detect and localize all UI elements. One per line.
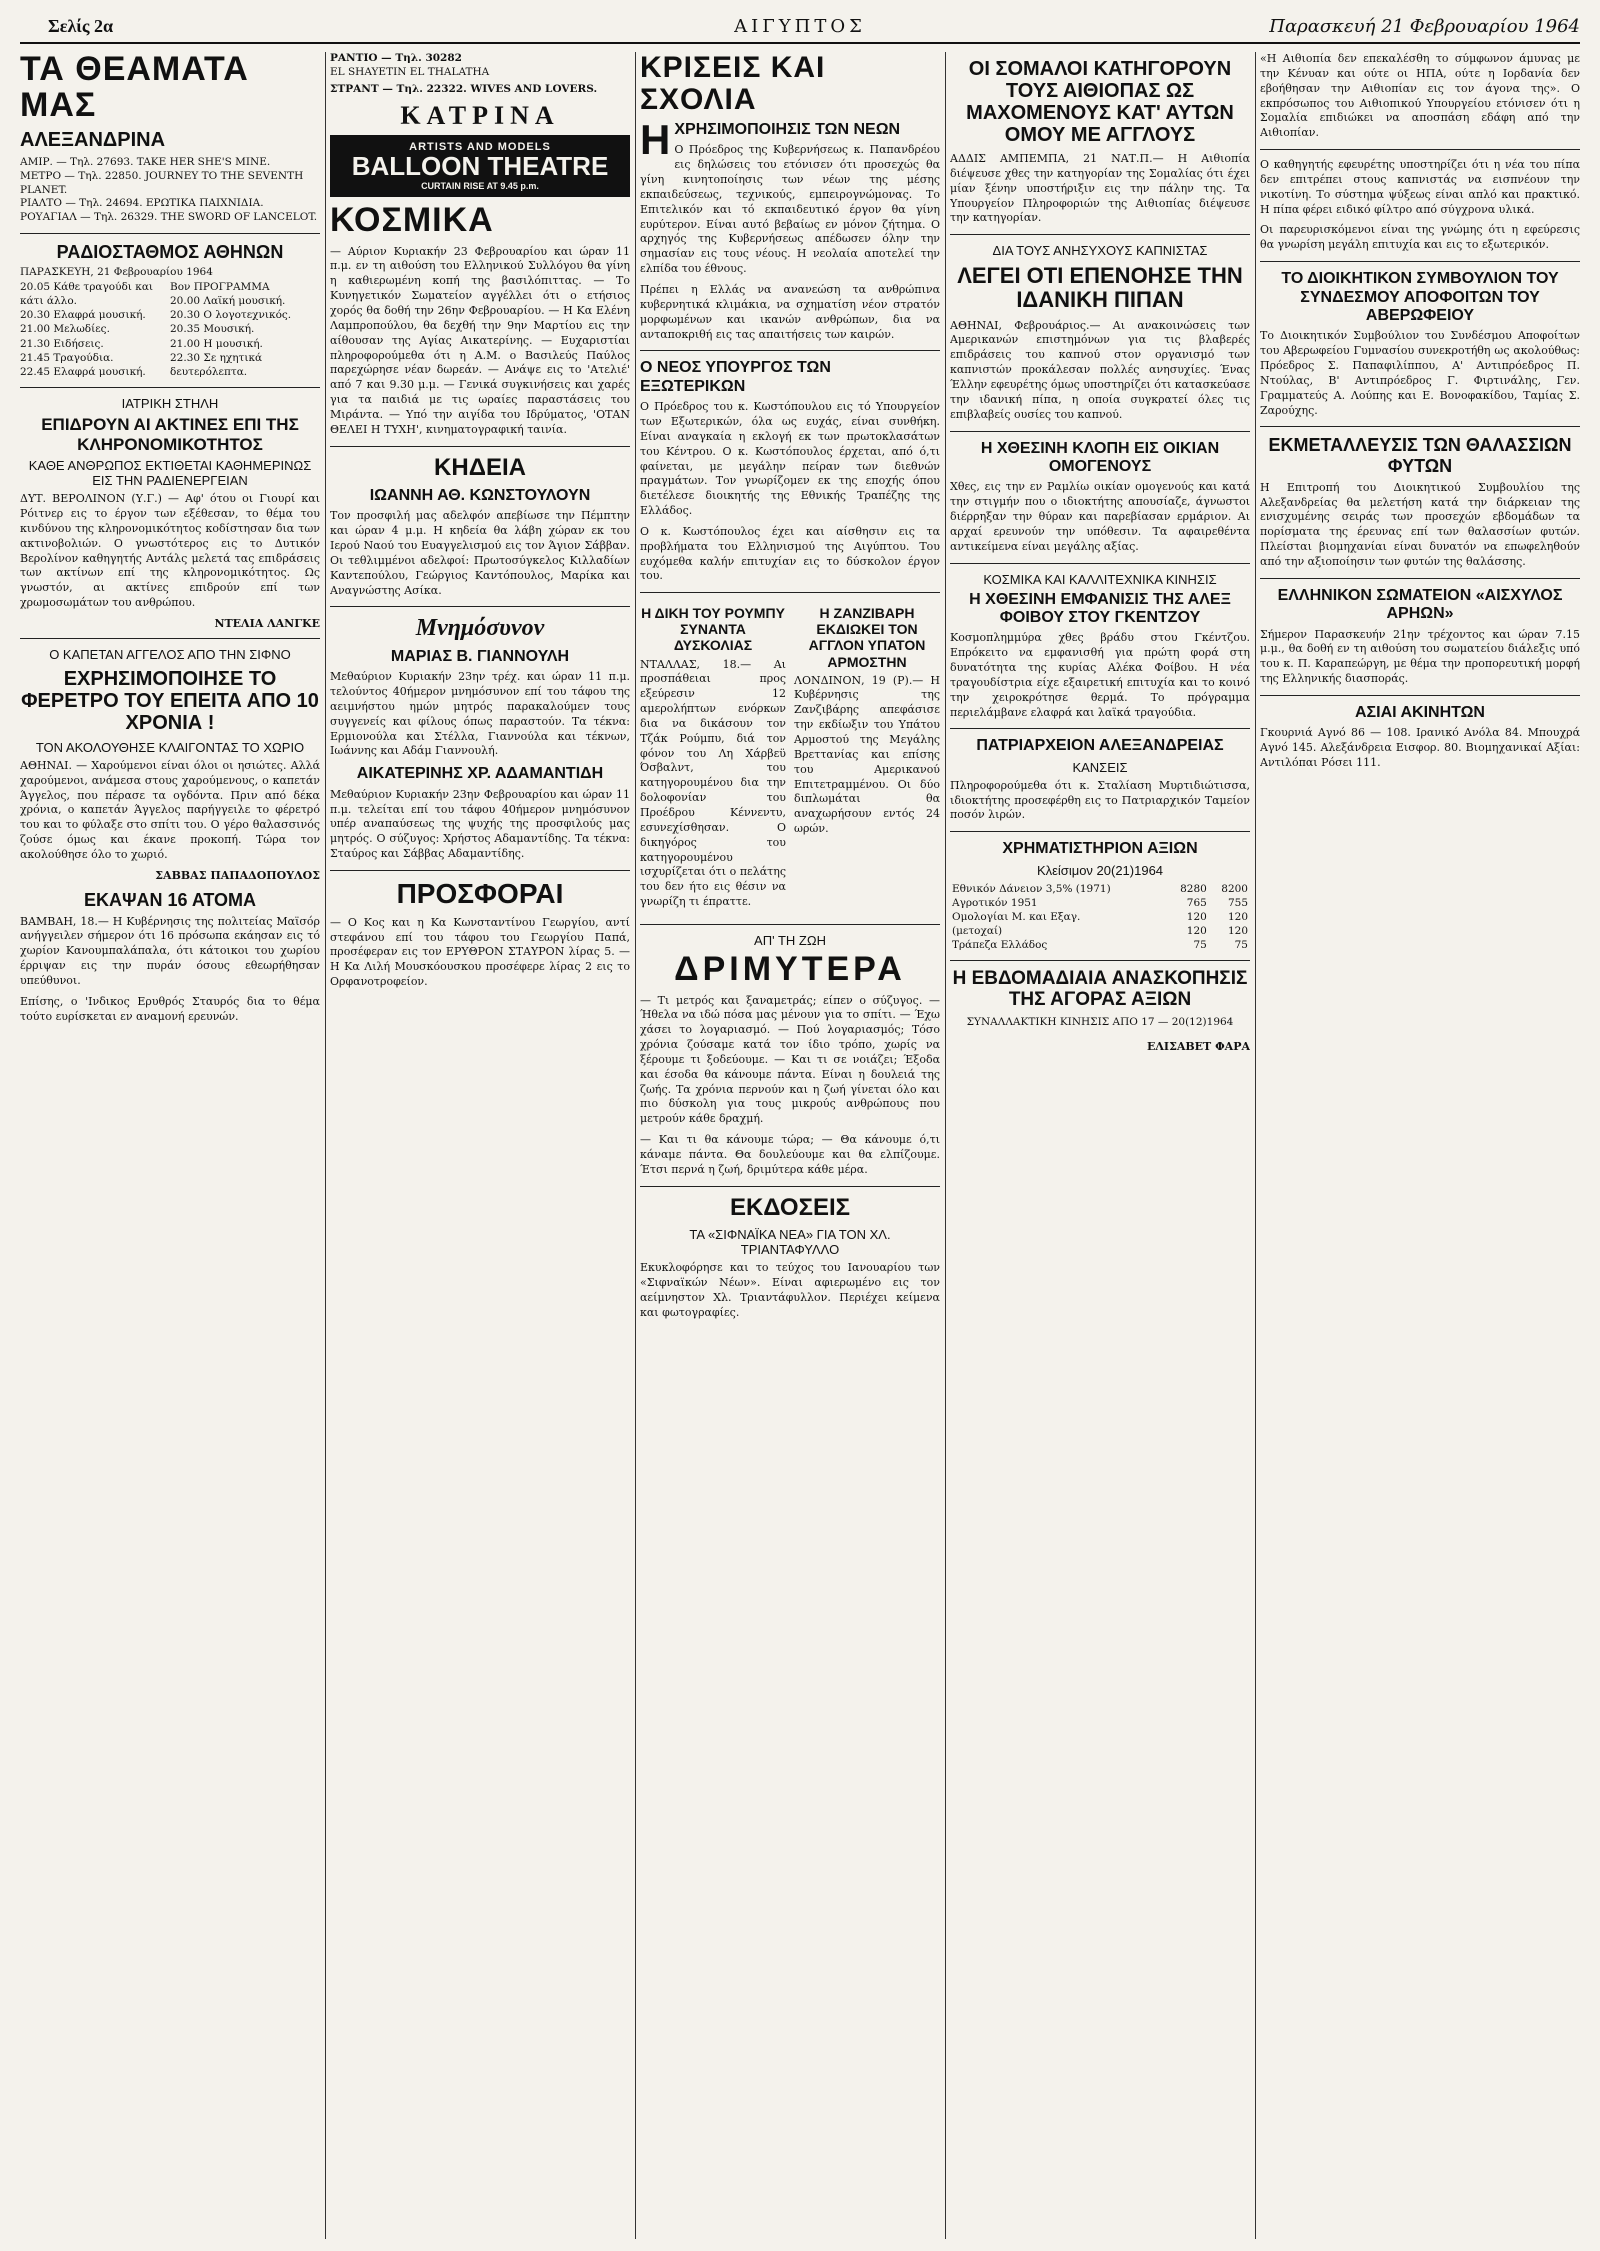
radio-item: 22.45 Ελαφρά μουσική. <box>20 365 146 378</box>
theft-article: Χθες, εις την εν Ραμλίω οικίαν ομογενούς και κατά την στιγμήν που ο ιδιοκτήτης απουσίαζε, άγνωστοι διέρρηξαν την θύραν και παρεβίασαν ερμάριον. Αι αρχαί ερευνούν την υπόθεσιν. Τα αφαιρεθέντα αντικείμενα είναι μεγάλης αξίας. <box>950 480 1250 553</box>
smokers-headline: ΛΕΓΕΙ ΟΤΙ ΕΠΕΝΟΗΣΕ ΤΗΝ ΙΔΑΝΙΚΗ ΠΙΠΑΝ <box>957 263 1243 313</box>
roumpu-story <box>640 601 786 916</box>
offers-title: ΠΡΟΣΦΟΡΑΙ <box>396 877 564 909</box>
life-article: — Τι μετρός και ξαναμετράς; είπεν ο σύζυγος. — Ήθελα να ιδώ πόσα μας μένουν για το σπίτι. — Έχω χάσει το λογαριασμό. — Πού λογαριασμός; Τόσο χρόνια ζούσαμε κατά τον ίδιο τρόπο, χωρίς να ξέρουμε τι ξοδεύουμε. — Και τι σε νοιάζει; Έξοδα και έσοδα θα κάνουμε πάντα. Είναι η δουλειά της ζωής. Τα χρόνια περνούν και η ζωή γίνεται όλο και πιο δύσκολη για τους μικρούς ανθρώπους που μετρούν κάθε δραχμή. <box>640 993 940 1126</box>
theatre-listing: EL SHAYETIN EL THALATHA <box>330 65 490 78</box>
funeral-title: ΚΗΔΕΙΑ <box>434 453 526 481</box>
divider <box>640 924 940 925</box>
radio-item: 20.00 Λαϊκή μουσική. <box>170 295 286 308</box>
plants-article: Η Επιτροπή του Διοικητικού Συμβουλίου της Αλεξανδρείας θα μελετήση κατά την διάρκειαν της ενισχυμένης σειράς των προσεχών εβδομάδων τα πορίσματα της έρευνας επί των θαλασσίων φυτών. Πλείσται βιομηχανίαι είναι δυνατόν να επωφεληθούν από την αξιοποίησιν των φυτών της θαλάσσης. <box>1260 480 1580 568</box>
patriarch-headline: ΠΑΤΡΙΑΡΧΕΙΟΝ ΑΛΕΞΑΝΔΡΕΙΑΣ <box>976 737 1224 755</box>
stocks-subheadline: Κλείσιμον 20(21)1964 <box>1036 862 1164 878</box>
kosmika-article: — Αύριον Κυριακήν 23 Φεβρουαρίου και ώραν 11 π.μ. εν τη αιθούση του Ελληνικού Συλλόγου θα γίνη η καθιερωμένη κοπή της βασιλόπιττας. — Το Κυνηγετικόν Σωματείον αγγέλλει ότι ο ετήσιος χορός θα δοθή την 26ην Φεβρουαρίου. — Η Κα Ελένη Λαμπροπούλου, θα δεχθή την 9ην Μαρτίου εις την αίθουσαν της Αγίας Αικατερίνης. — Ευχαριστίαι πληροφορούμεθα ότι η Α.Μ. ο Βασιλεύς Παύλος παρεχώρησε νέαν δωρεάν. — Ανάψε εις το 'Ατελιέ' από 7 και 9.30 μ.μ. — Γενικά συγκινήσεις και χαρές για τα παιδιά με τις ωραίες παραστάσεις του Μιράντα. — Υπό την αιγίδα του Ιδρύματος, 'ΟΤΑΝ ΘΕΛΕΙ Η ΤΥΧΗ', κινηματογραφική ταινία. <box>330 244 630 436</box>
cinema-listing: ΡΙΑΛΤΟ — Τηλ. 24694. ΕΡΩΤΙΚΑ ΠΑΙΧΝΙΔΙΑ. <box>20 197 264 210</box>
committee-headline: ΤΟ ΔΙΟΙΚΗΤΙΚΟΝ ΣΥΜΒΟΥΛΙΟΝ ΤΟΥ ΣΥΝΔΕΣΜΟΥ ΑΠΟΦΟΙΤΩΝ ΤΟΥ ΑΒΕΡΩΦΕΙΟΥ <box>1281 270 1559 324</box>
memorial-name: ΑΙΚΑΤΕΡΙΝΗΣ ΧΡ. ΑΔΑΜΑΝΤΙΔΗ <box>356 765 604 783</box>
somali-continuation: «Η Αιθιοπία δεν επεκαλέσθη το σύμφωνον άμυνας με την Κένυαν και ούτε οι ΗΠΑ, ούτε η Ιορδανία δεν εβοήθησαν την Αιθιοπίαν εις τον άγονα της». Ο εκπρόσωπος του Αιθιοπικού Υπουργείου ετόνισεν ότι η Σομαλία επιδιώκει να αποσπάση εδάφη από την Αιθιοπίαν. <box>1260 52 1580 140</box>
committee-article: Το Διοικητικόν Συμβούλιον του Συνδέσμου Αποφοίτων του Αβερωφείου Γυμνασίου συνεκροτήθη ως ακολούθως: Πρόεδρος Σ. Παπαφιλίππου, Α' Αντιπρόεδρος Π. Ντούλας, Β' Αντιπρόεδρος Γ. Φιρτινάλης, Γεν. Γραμματεύς Α. Λούπης και Ε. Βονοφακίδου, Ταμίας Σ. Ζαρούχης. <box>1260 329 1580 417</box>
arts-headline: Η ΧΘΕΣΙΝΗ ΕΜΦΑΝΙΣΙΣ ΤΗΣ ΑΛΕΞ ΦΟΙΒΟΥ ΣΤΟΥ ΓΚΕΝΤΖΟΥ <box>969 590 1231 626</box>
column-1 <box>20 52 320 2239</box>
balloon-theatre-ad <box>330 135 630 197</box>
life-headline: ΔΡΙΜΥΤΕΡΑ <box>674 949 906 988</box>
radio-program-heading: Βον ΠΡΟΓΡΑΜΜΑ <box>170 280 270 293</box>
memorial-title: Μνημόσυνον <box>415 615 545 642</box>
divider <box>20 638 320 639</box>
patriarch-subheadline: ΚΑΝΣΕΙΣ <box>1072 759 1128 775</box>
minister-article: Ο κ. Κωστόπουλος έχει και αίσθησιν εις τα προβλήματα του Ελληνισμού της Αιγύπτου. Του ευχόμεθα καλήν επιτυχίαν εις το δύσκολον έργον του. <box>640 524 940 583</box>
divider <box>330 606 630 607</box>
divider <box>640 592 940 593</box>
column-3 <box>640 52 940 2239</box>
ad-bottom: CURTAIN RISE AT 9.45 p.m. <box>421 180 539 191</box>
katrina-title: ΚΑΤΡΙΝΑ <box>400 100 560 130</box>
theatre-listing: ΣΤΡΑΝΤ — Τηλ. 22322. WIVES AND LOVERS. <box>330 83 598 96</box>
divider <box>950 431 1250 432</box>
divider <box>1260 426 1580 427</box>
divider <box>640 1186 940 1187</box>
roumpu-headline: Η ΔΙΚΗ ΤΟΥ ΡΟΥΜΠΥ ΣΥΝΑΝΤΑ ΔΥΣΚΟΛΙΑΣ <box>641 605 785 654</box>
memorial-name: ΜΑΡΙΑΣ Β. ΓΙΑΝΝΟΥΛΗ <box>390 647 570 665</box>
two-story-row <box>640 601 940 916</box>
column-2 <box>330 52 630 2239</box>
divider <box>1260 149 1580 150</box>
stock-name: Αγροτικόν 1951 <box>952 896 1038 909</box>
weekly-headline: Η ΕΒΔΟΜΑΔΙΑΙΑ ΑΝΑΣΚΟΠΗΣΙΣ ΤΗΣ ΑΓΟΡΑΣ ΑΞΙΩΝ <box>952 967 1248 1010</box>
ad-top: ARTISTS AND MODELS <box>409 140 551 153</box>
radio-item: 20.30 Ελαφρά μουσική. <box>20 309 146 322</box>
stock-value: 75 <box>1193 938 1207 951</box>
club-article: Σήμερον Παρασκευήν 21ην τρέχοντος και ώραν 7.15 μ.μ., θα δοθή εν τη αιθούση του σωματείου διάλεξις υπό του κ. Π. Καραπεώργη, με θέμα την προπορευτική μορφή της Ελληνικής διασποράς. <box>1260 627 1580 686</box>
stocks-headline: ΧΡΗΜΑΤΙΣΤΗΡΙΟΝ ΑΞΙΩΝ <box>1002 840 1198 858</box>
section-title-critiques: ΚΡΙΣΕΙΣ ΚΑΙ ΣΧΟΛΙΑ <box>640 52 826 116</box>
medical-signature: ΝΤΕΛΙΑ ΛΑΝΓΚΕ <box>214 616 320 630</box>
table-row <box>950 924 1250 938</box>
column-rule <box>635 52 636 2239</box>
smokers-article: ΑΘΗΝΑΙ, Φεβρουάριος.— Αι ανακοινώσεις των Αμερικανών επιστημόνων για τις βλαβερές επιδράσεις του καπνού στον οργανισμό των καπνιστών προκάλεσαν πολλές ανησυχίες. Ένας Έλλην εφευρέτης όμως υποστηρίζει ότι κατασκεύασε την ιδανική πίπα, η οποία συγκρατεί όλες τις επιβλαβείς ουσίες του καπνού. <box>950 318 1250 421</box>
stock-value: 75 <box>1234 938 1248 951</box>
somali-article: ΑΔΔΙΣ ΑΜΠΕΜΠΑ, 21 ΝΑΤ.Π.— Η Αιθιοπία διέψευσε χθες την κατηγορίαν της Σομαλίας ότι έχει μίαν ξένην υποστήριξιν εις την πάλην της. Τα Υπουργείον Πληροφοριών της Αιθιοπίας διέψευσε την κατηγορίαν. <box>950 152 1250 225</box>
stock-value: 755 <box>1227 896 1248 909</box>
table-row <box>950 910 1250 924</box>
patriarch-article: Πληροφορούμεθα ότι κ. Σταλίαση Μυρτιδιώτισσα, ιδιοκτήτης προσεφέρθη εις το Πατριαρχικόν Ταμείον ποσόν λιρών. <box>950 778 1250 822</box>
arts-label: ΚΟΣΜΙΚΑ ΚΑΙ ΚΑΛΛΙΤΕΧΝΙΚΑ ΚΙΝΗΣΙΣ <box>983 571 1217 587</box>
radio-item: 21.00 Μελωδίες. <box>20 323 110 336</box>
radio-item: 21.30 Ειδήσεις. <box>20 337 104 350</box>
bambah-article: Επίσης, ο 'Ινδικος Ερυθρός Σταυρός δια το θέμα τούτο ευρίσκεται εν αναμονή ερευνών. <box>20 994 320 1023</box>
zanzibar-story <box>794 601 940 916</box>
bambah-article: ΒΑΜΒΑΗ, 18.— Η Κυβέρνησις της πολιτείας Μαϊσόρ ανήγγειλεν σήμερον ότι 16 πρόσωπα εκάησαν εις τό χωρίον Κανουμπαλάπαλα, ότι κάτοικοι του χωρίου έρριψαν εις την πυράν όσους εθεωρήθησαν υπεύθυνοι. <box>20 914 320 987</box>
masthead <box>20 12 1580 44</box>
section-title-kosmika: ΚΟΣΜΙΚΑ <box>330 200 494 239</box>
memorial-notice: Μεθαύριον Κυριακήν 23ην τρέχ. και ώραν 11 π.μ. τελούντος 40ήμερον μνημόσυνον επί του τάφου της αειμνήστου ημών μητρός παρακαλούμεν τους συγγενείς και φίλους όπως παραστούν. Τα τέκνα: Ερμιονούλα και Στέλλα, Γιαννούλα και τέκνων, Ιωάννης και Αδάμ Γιαννουλή. <box>330 670 630 758</box>
stock-name: Τράπεζα Ελλάδος <box>952 938 1048 951</box>
somali-headline: ΟΙ ΣΟΜΑΛΟΙ ΚΑΤΗΓΟΡΟΥΝ ΤΟΥΣ ΑΙΘΙΟΠΑΣ ΩΣ ΜΑΧΟΜΕΝΟΥΣ ΚΑΤ' ΑΥΤΩΝ ΟΜΟΥ ΜΕ ΑΓΓΛΟΥΣ <box>966 58 1234 146</box>
stock-value: 8280 <box>1180 882 1207 895</box>
sifnos-headline: ΕΧΡΗΣΙΜΟΠΟΙΗΣΕ ΤΟ ΦΕΡΕΤΡΟ ΤΟΥ ΕΠΕΙΤΑ ΑΠΟ 10 ΧΡΟΝΙΑ ! <box>21 667 319 734</box>
youth-headline-text: ΧΡΗΣΙΜΟΠΟΙΗΣΙΣ ΤΩΝ ΝΕΩΝ <box>674 121 901 138</box>
weekly-subheadline: ΣΥΝΑΛΛΑΚΤΙΚΗ ΚΙΝΗΣΙΣ ΑΠΟ 17 — 20(12)1964 <box>966 1016 1234 1029</box>
section-title-shows: ΤΑ ΘΕΑΜΑΤΑ ΜΑΣ <box>20 52 249 124</box>
zanzibar-headline: Η ΖΑΝΖΙΒΑΡΗ ΕΚΔΙΩΚΕΙ ΤΟΝ ΑΓΓΛΟΝ ΥΠΑΤΟΝ ΑΡΜΟΣΤΗΝ <box>808 605 926 670</box>
page-number: Σελίς 2α <box>48 16 114 36</box>
theft-headline: Η ΧΘΕΣΙΝΗ ΚΛΟΠΗ ΕΙΣ ΟΙΚΙΑΝ ΟΜΟΓΕΝΟΥΣ <box>980 439 1220 475</box>
divider <box>1260 261 1580 262</box>
stock-value: 120 <box>1227 910 1248 923</box>
divider <box>1260 695 1580 696</box>
market-article: Γκουρνιά Αγνό 86 — 108. Ιρανικό Ανόλα 84. Μπουχρά Αγνό 145. Αλεξάνδρεια Εισφορ. 80. Βιομηχανικαί Αξίαι: Αντιλόπαι Ρόσει 111. <box>1260 726 1580 770</box>
sifnos-subheadline: ΤΟΝ ΑΚΟΛΟΥΘΗΣΕ ΚΛΑΙΓΟΝΤΑΣ ΤΟ ΧΩΡΙΟ <box>35 739 305 755</box>
youth-article: Ο Πρόεδρος της Κυβερνήσεως κ. Παπανδρέου εις δηλώσεις του ετόνισεν ότι προσεχώς θα γίνη κινητοποίησις των νέων της μέσης εκπαιδεύσεως, τεχνικούς, εμπειρογνώμονας. Το Επιτελικόν και τό εκπαιδευτικό έργον θα γίνη ευρύτερον. Είναι αυτό βεβαίως εν μόνον ζήτημα. Ο αρχηγός της Κυβερνήσεως απέδωσεν όλην την σημασίαν εις τους νέους. Η νεολαία αποτελεί την ελπίδα του έθνους. <box>640 143 940 276</box>
radio-item: 21.45 Τραγούδια. <box>20 351 114 364</box>
editions-title: ΕΚΔΟΣΕΙΣ <box>729 1193 851 1221</box>
editions-subheadline: ΤΑ «ΣΙΦΝΑΪΚΑ ΝΕΑ» ΓΙΑ ΤΟΝ ΧΛ. ΤΡΙΑΝΤΑΦΥΛΛΟ <box>689 1227 891 1258</box>
divider <box>950 728 1250 729</box>
offers-article: — Ο Κος και η Κα Κωνσταντίνου Γεωργίου, αντί στεφάνου επί του τάφου του Γεωργίου Παπά, προσέφεραν εις τον ΕΡΥΘΡΟΝ ΣΤΑΥΡΟΝ λίρας 5. — Η Κα Λιλή Μουσκόουσκου προσέφερε λίρας 2 εις το Ορφανοτροφείον. <box>330 915 630 989</box>
radio-item: 21.00 Η μουσική. <box>170 337 263 350</box>
stock-value: 765 <box>1186 896 1207 909</box>
editions-article: Εκυκλοφόρησε και το τεύχος του Ιανουαρίου των «Σιφναϊκών Νέων». Είναι αφιερωμένο εις τον αείμνηστον Χλ. Τριαντάφυλλον. Περιέχει κείμενα και φωτογραφίες. <box>640 1261 940 1319</box>
radio-date: ΠΑΡΑΣΚΕΥΗ, 21 Φεβρουαρίου 1964 <box>20 266 213 279</box>
plants-headline: ΕΚΜΕΤΑΛΛΕΥΣΙΣ ΤΩΝ ΘΑΛΑΣΣΙΩΝ ΦΥΤΩΝ <box>1268 435 1572 477</box>
cinema-listing: ΜΕΤΡΟ — Τηλ. 22850. JOURNEY TO THE SEVENTH PLANET. <box>20 170 304 196</box>
medical-subheadline: ΚΑΘΕ ΑΝΘΡΩΠΟΣ ΕΚΤΙΘΕΤΑΙ ΚΑΘΗΜΕΡΙΝΩΣ ΕΙΣ ΤΗΝ ΡΑΔΙΕΝΕΡΓΕΙΑΝ <box>28 458 312 489</box>
youth-article: Πρέπει η Ελλάς να ανανεώση τα ανθρώπινα κυβερνητικά κλιμάκια, να σχηματίση νέον στρατόν μορφωμένων και ικανών ανθρώπων, δια να ανταποκριθή εις τας απαιτήσεις των καιρών. <box>640 282 940 341</box>
table-row <box>950 882 1250 896</box>
zanzibar-article: ΛΟΝΔΙΝΟΝ, 19 (Ρ).— Η Κυβέρνησις της Ζανζιβάρης απεφάσισε την εκδίωξιν του Υπάτου Αρμοστού της Μεγάλης Βρεττανίας και επίσης του Αμερικανού Επιτετραμμένου. Οι δύο διπλωμάται θα αναχωρήσουν εντός 24 ωρών. <box>794 673 940 836</box>
minister-headline: Ο ΝΕΟΣ ΥΠΟΥΡΓΟΣ ΤΩΝ ΕΞΩΤΕΡΙΚΩΝ <box>640 359 831 395</box>
table-row <box>950 938 1250 952</box>
newspaper-name: ΑΙΓΥΠΤΟΣ <box>734 16 866 37</box>
divider <box>640 350 940 351</box>
cinema-listing: ΑΜΙΡ. — Τηλ. 27693. TAKE HER SHE'S MINE. <box>20 156 271 169</box>
column-rule <box>1255 52 1256 2239</box>
column-4 <box>950 52 1250 2239</box>
funeral-notice: Τον προσφιλή μας αδελφόν απεβίωσε την Πέμπτην και ώραν 4 μ.μ. Η κηδεία θα λάβη χώραν εκ του Ιερού Ναού του Ευαγγελισμού εις τον Άγιον Σάββαν. Οι τεθλιμμένοι αδελφοί: Πρωτοσύγκελος Κιλλαδίων Καντεπούλου, Γεώργιος Καντόπουλος, Μαρίκα και Αναγνώστης Ασίκα. <box>330 509 630 597</box>
divider <box>950 563 1250 564</box>
theatre-listing: ΡΑΝΤΙΟ — Τηλ. 30282 <box>330 52 462 64</box>
radio-title: ΡΑΔΙΟΣΤΑΘΜΟΣ ΑΘΗΝΩΝ <box>56 241 284 262</box>
youth-headline <box>640 116 940 163</box>
divider <box>1260 578 1580 579</box>
divider <box>330 446 630 447</box>
life-label: ΑΠ' ΤΗ ΖΩΗ <box>754 932 826 948</box>
divider <box>950 960 1250 961</box>
club-headline: ΕΛΛΗΝΙΚΟΝ ΣΩΜΑΤΕΙΟΝ «ΑΙΣΧΥΛΟΣ ΑΡΗΩΝ» <box>1277 586 1563 623</box>
column-5 <box>1260 52 1580 2239</box>
stocks-table <box>950 882 1250 952</box>
smokers-continuation: Ο καθηγητής εφευρέτης υποστηρίζει ότι η νέα του πίπα δεν επιτρέπει στους καπνιστάς να εισπνέουν την νικοτίνη. Το σύστημα ψύξεως είναι απλό και πρακτικό. Η πίπα φέρει ειδικό φίλτρο από σύγχρονα υλικά. <box>1260 158 1580 216</box>
minister-article: Ο Πρόεδρος του κ. Κωστόπουλου εις τό Υπουργείον των Εξωτερικών, όλα ως ευχάς, είναι συνθήκη. Είναι αναγκαία η εκλογή εκ των πρωτοκλασάτων του Κέντρου. Ο κ. Κωστόπουλος έρχεται, από ό,τι φαίνεται, με μεγάλην πείραν των διεθνών πραγμάτων. Τον γνωρίζομεν εκ της εποχής όπου διετέλεσε διοικητής της Εθνικής Τραπέζης της Ελλάδος. <box>640 400 940 518</box>
radio-item: 22.30 Σε ηχητικά δευτερόλεπτα. <box>170 351 263 378</box>
divider <box>950 831 1250 832</box>
ad-name: BALLOON THEATRE <box>351 150 609 181</box>
stock-value: 120 <box>1186 924 1207 937</box>
arts-article: Κοσμοπλημμύρα χθες βράδυ στου Γκέντζου. Επρόκειτο να εμφανισθή για πρώτη φορά στη δυνατότητα της κυρίας Αλέκα Φοίβου. Η νέα τραγουδίστρια είχε εξαιρετική επιτυχία και το κοινό την χειροκρότησε θερμά. Το πρόγραμμα περιελάμβανε ελαφρά και λαϊκά τραγούδια. <box>950 631 1250 719</box>
divider <box>330 870 630 871</box>
radio-item: 20.05 Κάθε τραγούδι και κάτι άλλο. <box>20 280 154 308</box>
stock-value: 8200 <box>1221 882 1248 895</box>
medical-label: ΙΑΤΡΙΚΗ ΣΤΗΛΗ <box>121 396 219 412</box>
roumpu-article: ΝΤΑΛΛΑΣ, 18.— Αι προσπάθειαι προς εξεύρεσιν 12 αμερολήπτων ενόρκων δια να δικάσουν τον Τζάκ Ρούμπυ, διά τον φόνον του Λη Χάρβεϋ Όσβαλντ, του κατηγορουμένου δια την δολοφονίαν του Προέδρου Κέννεντυ, εσυνεχίσθησαν. Ο δικηγόρος του κατηγορουμένου ισχυρίζεται ότι ο πελάτης του δεν ήτο εις θέσιν να γνωρίζη τι έπραττε. <box>640 657 786 909</box>
memorial-notice: Μεθαύριον Κυριακήν 23ην Φεβρουαρίου και ώραν 11 π.μ. τελείται επί του τάφου 40ήμερον μνημόσυνον υπέρ αναπαύσεως της ψυχής της προσφιλούς μας μητρός. Ο σύζυγος: Χρήστος Αδαμαντίδης. Τα τέκνα: Σταύρος και Σάββας Αδαμαντίδης. <box>330 787 630 861</box>
dropcap: Η <box>640 116 671 163</box>
stock-name: Ομολογίαι Μ. και Εξαγ. <box>952 910 1081 923</box>
radio-item: 20.30 Ο λογοτεχνικός. <box>170 309 292 322</box>
smokers-label: ΔΙΑ ΤΟΥΣ ΑΝΗΣΥΧΟΥΣ ΚΑΠΝΙΣΤΑΣ <box>992 243 1208 259</box>
divider <box>20 233 320 234</box>
sifnos-label: Ο ΚΑΠΕΤΑΝ ΑΓΓΕΛΟΣ ΑΠΟ ΤΗΝ ΣΙΦΝΟ <box>49 646 291 662</box>
medical-headline: ΕΠΙΔΡΟΥΝ ΑΙ ΑΚΤΙΝΕΣ ΕΠΙ ΤΗΣ ΚΛΗΡΟΝΟΜΙΚΟΤΗΤΟΣ <box>41 415 299 454</box>
table-row <box>950 896 1250 910</box>
divider <box>20 387 320 388</box>
radio-item: 20.35 Μουσική. <box>170 323 255 336</box>
market-headline: ΑΣΙΑΙ ΑΚΙΝΗΤΩΝ <box>1355 703 1485 721</box>
stock-name: (μετοχαί) <box>952 924 1003 937</box>
cinema-listing: ΡΟΥΑΓΙΑΛ — Τηλ. 26329. THE SWORD OF LANCELOT. <box>20 210 318 223</box>
divider <box>950 234 1250 235</box>
city-heading: ΑΛΕΞΑΝΔΡΙΝΑ <box>20 129 166 152</box>
stock-value: 120 <box>1186 910 1207 923</box>
sifnos-signature: ΣΑΒΒΑΣ ΠΑΠΑΔΟΠΟΥΛΟΣ <box>155 868 320 882</box>
bambah-headline: ΕΚΑΨΑΝ 16 ΑΤΟΜΑ <box>83 889 257 910</box>
medical-article: ΔΥΤ. ΒΕΡΟΛΙΝΟΝ (Υ.Γ.) — Αφ' ότου οι Γιουρί και Ρόιτνερ εις το έργον των εξέθεσαν, το θέμα του κινδύνου της κληρονομικότητος κοδίστησαν δια των ακτινοβολιών. Ο γνωστότερος εις το Δυτικόν Βερολίνον καθηγητής Αντάλς μελετά τας επιδράσεις των ακτίνων επί της κληρονομικότητος. Ως γνωστόν, αι ακτίνες επιδρούν επί των χρωμοσωμάτων του ανθρώπου. <box>20 492 320 610</box>
stock-name: Εθνικόν Δάνειον 3,5% (1971) <box>952 882 1111 895</box>
column-rule <box>945 52 946 2239</box>
life-article: — Και τι θα κάνουμε τώρα; — Θα κάνουμε ό,τι κάναμε πάντα. Θα δουλεύουμε και θα ελπίζουμε. Έτσι περνά η ζωή, δριμύτερα κάθε μέρα. <box>640 1133 940 1176</box>
column-rule <box>325 52 326 2239</box>
stock-value: 120 <box>1227 924 1248 937</box>
sifnos-article: ΑΘΗΝΑΙ. — Χαρούμενοι είναι όλοι οι ησιώτες. Αλλά χαρούμενοι, ανάμεσα στους χαρούμενους, ο καπετάν Άγγελος, που πέρασε τα ογδόντα. Πριν από δέκα χρόνια, ο καπετάν Άγγελος παρήγγειλε το φέρετρό του και το φύλαξε στο σπίτι του. Ο γέρο θαλασσινός ζούσε όμως και έκανε προκοπή. Τώρα τον ακολούθησε όλο το χωριό. <box>20 758 320 862</box>
issue-date: Παρασκευή 21 Φεβρουαρίου 1964 <box>1269 16 1580 37</box>
smokers-continuation: Οι παρευρισκόμενοι είναι της γνώμης ότι η εφεύρεσις θα γνωρίση μεγάλη επιτυχία και εις το εξωτερικόν. <box>1260 223 1580 252</box>
article-signature: ΕΛΙΣΑΒΕΤ ΦΑΡΑ <box>1147 1040 1250 1054</box>
radio-schedule <box>20 280 320 379</box>
funeral-name: ΙΩΑΝΝΗ ΑΘ. ΚΩΝΣΤΟΥΛΟΥΝ <box>369 486 591 504</box>
